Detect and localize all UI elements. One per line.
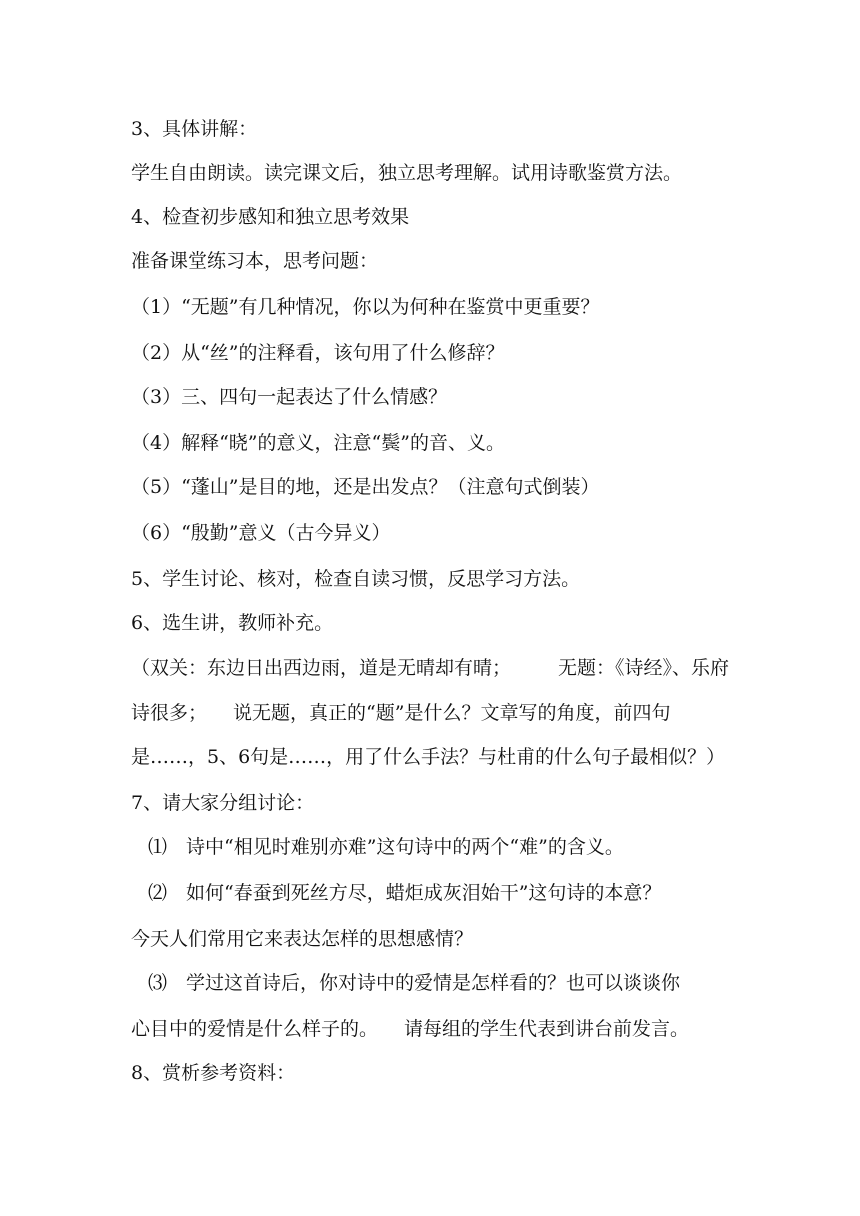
note-pun: （双关：东边日出西边雨，道是无晴却有晴；: [131, 657, 512, 679]
question-3: （3）三、四句一起表达了什么情感？: [131, 386, 448, 408]
note-line-2: [131, 700, 670, 726]
note-many-poems: 诗很多；: [131, 702, 208, 724]
paragraph-free-reading: 学生自由朗读。读完课文后，独立思考理解。试用诗歌鉴赏方法。: [131, 162, 683, 184]
question-6: （6）“殷勤”意义（古今异义）: [131, 522, 391, 544]
question-1: （1）“无题”有几种情况，你以为何种在鉴赏中更重要？: [131, 296, 600, 318]
section-8-heading: 8、赏析参考资料：: [131, 1062, 296, 1084]
question-2: （2）从“丝”的注释看，该句用了什么修辞？: [131, 342, 505, 364]
section-3-heading: 3、具体讲解：: [131, 118, 258, 140]
discussion-item-2-continued: 今天人们常用它来表达怎样的思想感情？: [131, 928, 474, 950]
question-5: （5）“蓬山”是目的地，还是出发点？（注意句式倒装）: [131, 476, 600, 498]
note-real-title: 说无题，真正的“题”是什么？文章写的角度，前四句: [233, 702, 671, 724]
discussion-item-3: ⑶ 学过这首诗后，你对诗中的爱情是怎样看的？也可以谈谈你: [148, 972, 681, 994]
love-in-mind: 心目中的爱情是什么样子的。: [131, 1018, 379, 1040]
discussion-item-3-continued: [131, 1016, 689, 1042]
paragraph-prepare-workbook: 准备课堂练习本，思考问题：: [131, 250, 379, 272]
note-line-1: [131, 655, 729, 681]
section-7-heading: 7、请大家分组讨论：: [131, 792, 315, 814]
note-line-3: 是……，5、6句是……，用了什么手法？与杜甫的什么句子最相似？）: [131, 746, 726, 768]
section-6-heading: 6、选生讲，教师补充。: [131, 612, 334, 634]
discussion-item-2: ⑵ 如何“春蚕到死丝方尽，蜡炬成灰泪始干”这句诗的本意？: [148, 882, 662, 904]
question-4: （4）解释“晓”的意义，注意“鬓”的音、义。: [131, 432, 505, 454]
representative-speech: 请每组的学生代表到讲台前发言。: [404, 1018, 690, 1040]
section-5-heading: 5、学生讨论、核对，检查自读习惯，反思学习方法。: [131, 568, 581, 590]
note-untitled: 无题：《诗经》、乐府: [557, 657, 729, 679]
discussion-item-1: ⑴ 诗中“相见时难别亦难”这句诗中的两个“难”的含义。: [148, 836, 624, 858]
section-4-heading: 4、检查初步感知和独立思考效果: [131, 206, 410, 228]
